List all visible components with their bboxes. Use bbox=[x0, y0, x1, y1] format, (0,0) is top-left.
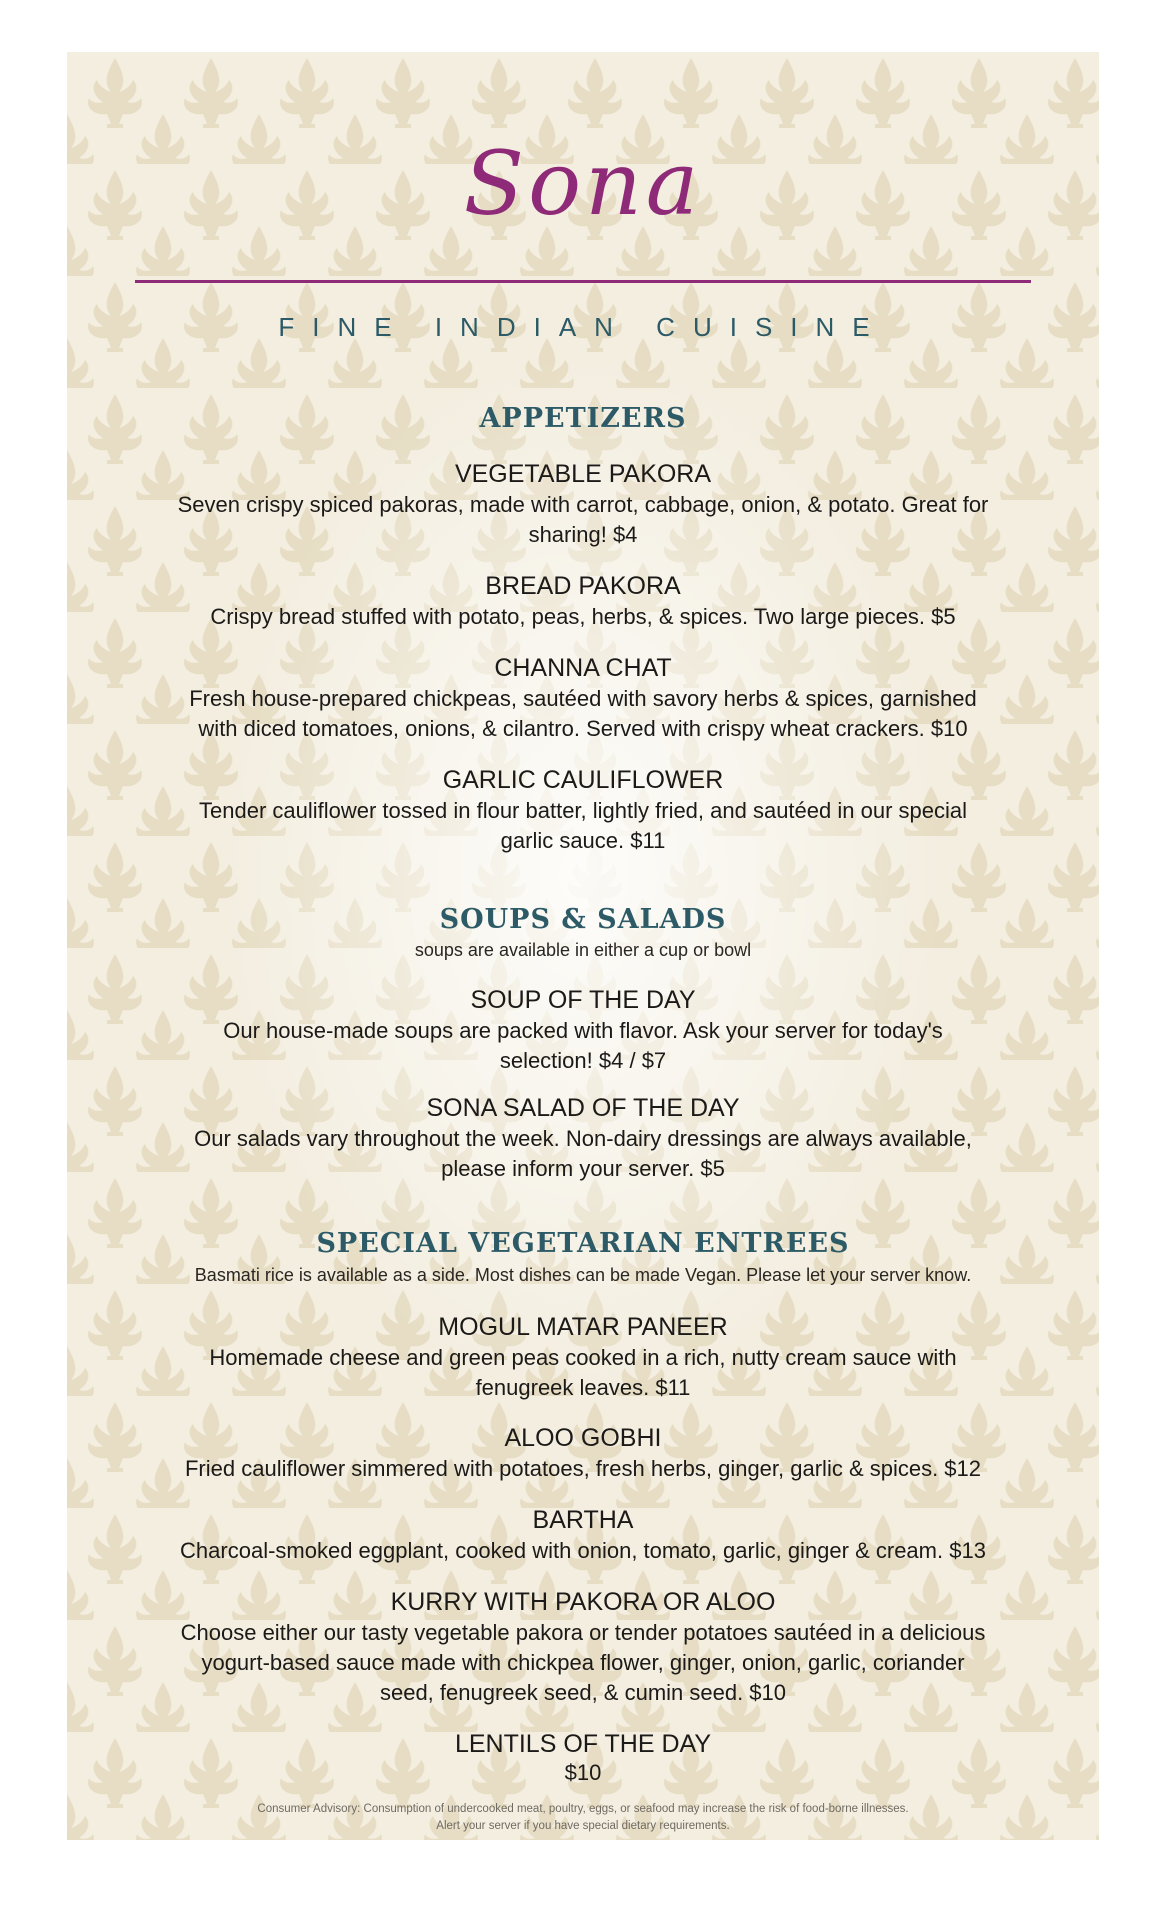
restaurant-logo: Sona bbox=[463, 132, 703, 235]
header-divider bbox=[135, 280, 1031, 283]
advisory-line: Consumer Advisory: Consumption of undercooked meat, poultry, eggs, or seafood may increase the risk of food-borne illnesses. bbox=[257, 1803, 909, 1815]
item-description: Homemade cheese and green peas cooked in a rich, nutty cream sauce with fenugreek leaves. $11 bbox=[209, 1345, 957, 1400]
section-title-appetizers: APPETIZERS bbox=[479, 403, 687, 434]
menu-item bbox=[175, 984, 991, 1076]
menu-item bbox=[175, 1728, 991, 1786]
menu-item bbox=[175, 458, 991, 550]
menu-item bbox=[175, 1422, 991, 1484]
section-title-soups-salads: SOUPS & SALADS bbox=[439, 904, 727, 935]
menu-item bbox=[175, 1092, 991, 1184]
item-description: Choose either our tasty vegetable pakora or tender potatoes sautéed in a delicious yogurt-based sauce made with chickpea flower, ginger, onion, garlic, coriander seed, fenugreek seed, & cumin seed. $10 bbox=[180, 1620, 986, 1705]
item-description: Crispy bread stuffed with potato, peas, herbs, & spices. Two large pieces. $5 bbox=[210, 604, 956, 629]
item-name: MOGUL MATAR PANEER bbox=[438, 1313, 728, 1341]
item-name: GARLIC CAULIFLOWER bbox=[442, 766, 724, 794]
item-description: Our salads vary throughout the week. Non-dairy dressings are always available, please inform your server. $5 bbox=[194, 1126, 972, 1181]
item-name: CHANNA CHAT bbox=[494, 654, 672, 682]
menu-item bbox=[175, 1311, 991, 1403]
consumer-advisory bbox=[0, 1801, 1166, 1835]
item-description: Our house-made soups are packed with flavor. Ask your server for today's selection! $4 / $7 bbox=[223, 1018, 943, 1073]
item-description: Tender cauliflower tossed in flour batter, lightly fried, and sautéed in our special garlic sauce. $11 bbox=[199, 798, 967, 853]
item-name: KURRY WITH PAKORA OR ALOO bbox=[390, 1588, 776, 1616]
menu-item bbox=[175, 1504, 991, 1566]
item-description: Seven crispy spiced pakoras, made with carrot, cabbage, onion, & potato. Great for sharing! $4 bbox=[177, 492, 989, 547]
item-name: BARTHA bbox=[532, 1506, 634, 1534]
item-name: BREAD PAKORA bbox=[485, 572, 681, 600]
advisory-line: Alert your server if you have special dietary requirements. bbox=[436, 1820, 730, 1832]
item-name: LENTILS OF THE DAY bbox=[454, 1730, 712, 1758]
section-note: soups are available in either a cup or bowl bbox=[414, 940, 752, 960]
restaurant-tagline: FINE INDIAN CUISINE bbox=[278, 312, 888, 342]
menu-item bbox=[175, 570, 991, 632]
item-description: Charcoal-smoked eggplant, cooked with onion, tomato, garlic, ginger & cream. $13 bbox=[180, 1538, 986, 1563]
item-name: ALOO GOBHI bbox=[504, 1424, 662, 1452]
item-name: SONA SALAD OF THE DAY bbox=[426, 1094, 740, 1122]
item-description: Fried cauliflower simmered with potatoes, fresh herbs, ginger, garlic & spices. $12 bbox=[184, 1456, 982, 1481]
menu-item bbox=[175, 652, 991, 744]
menu-item bbox=[175, 1586, 991, 1708]
item-description: $10 bbox=[564, 1760, 602, 1785]
item-name: SOUP OF THE DAY bbox=[470, 986, 696, 1014]
menu-item bbox=[175, 764, 991, 856]
item-description: Fresh house-prepared chickpeas, sautéed with savory herbs & spices, garnished with diced tomatoes, onions, & cilantro. Served with crispy wheat crackers. $10 bbox=[189, 686, 977, 741]
section-note: Basmati rice is available as a side. Most dishes can be made Vegan. Please let your server know. bbox=[194, 1265, 972, 1285]
item-name: VEGETABLE PAKORA bbox=[454, 460, 712, 488]
section-title-vegetarian-entrees: SPECIAL VEGETARIAN ENTREES bbox=[316, 1228, 850, 1259]
